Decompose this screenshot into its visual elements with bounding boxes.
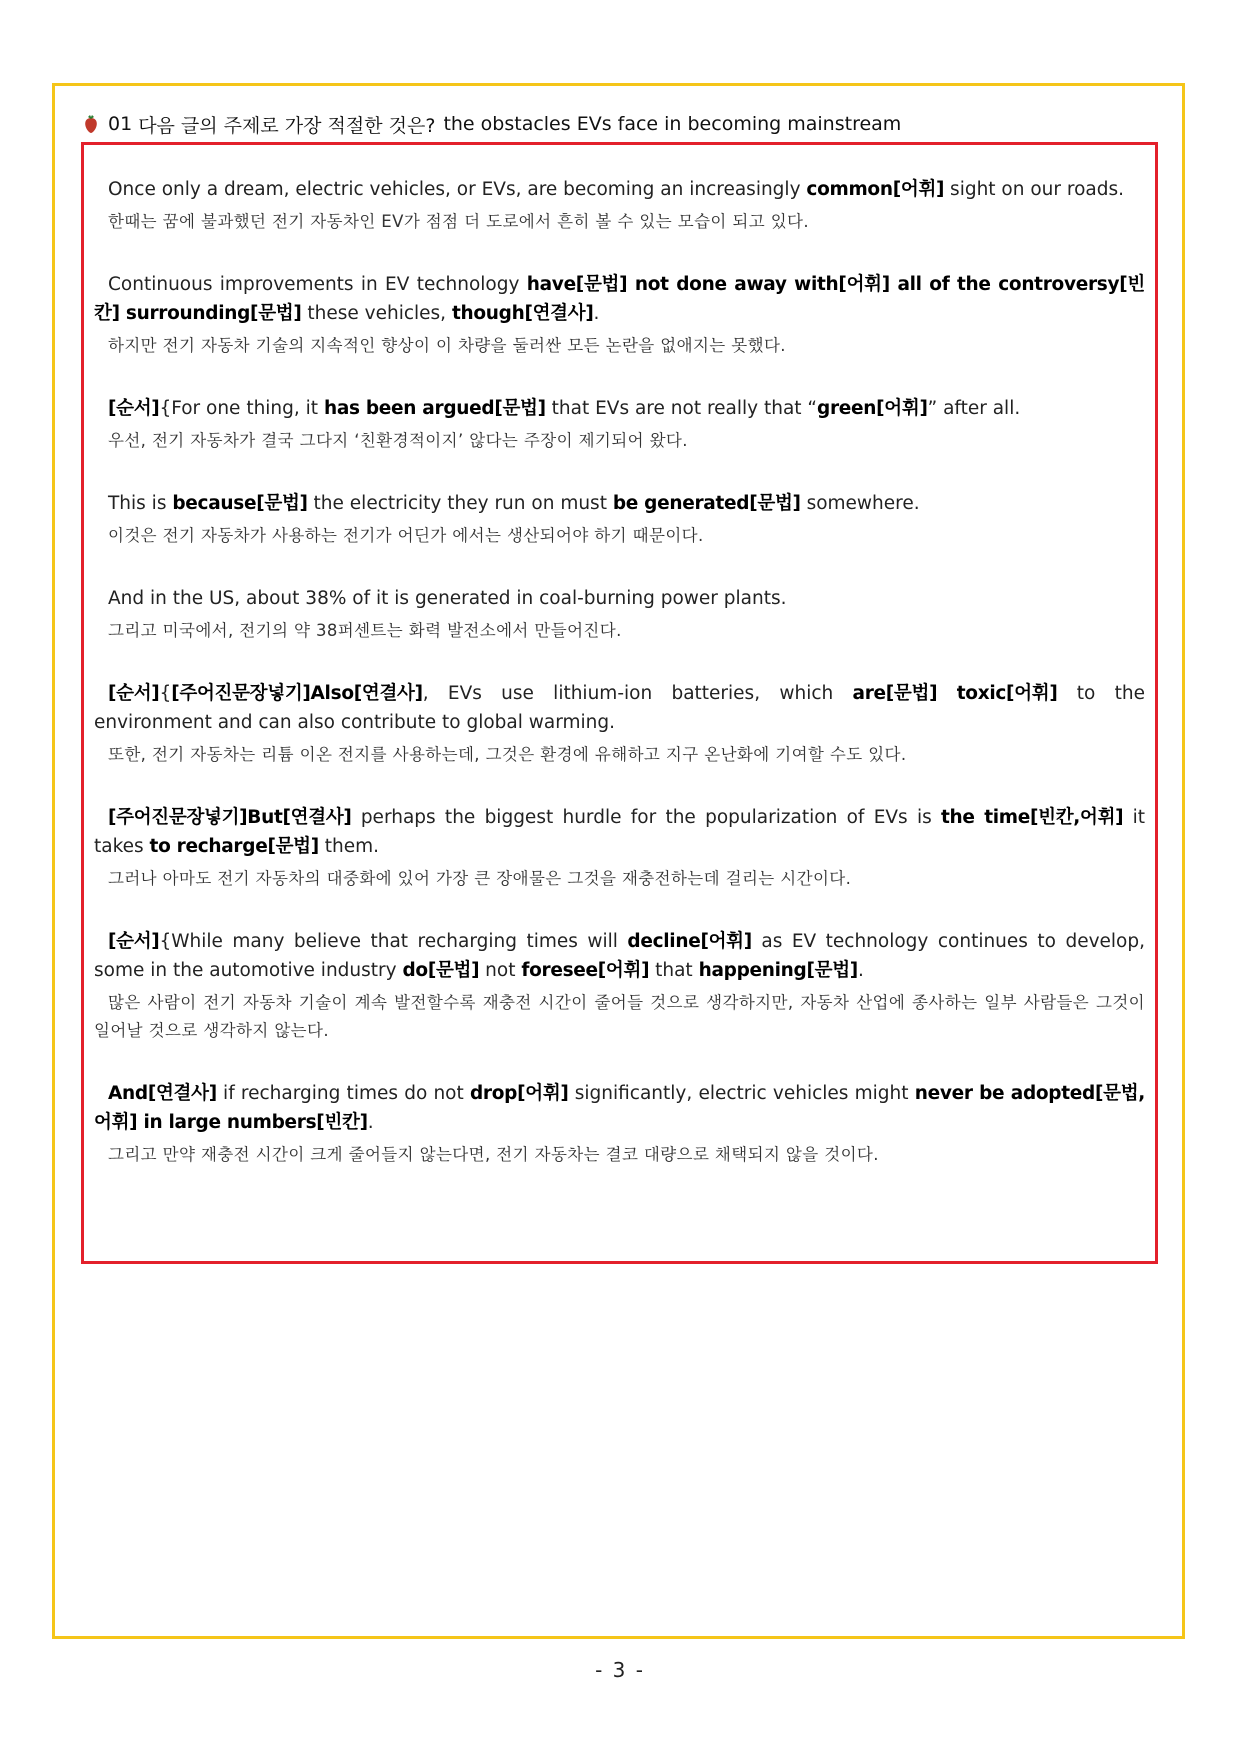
sentence-text: that EVs are not really that “ xyxy=(545,398,818,419)
marked-phrase: [순서] xyxy=(108,398,160,419)
english-sentence xyxy=(94,270,1145,328)
english-sentence xyxy=(94,927,1145,985)
sentence-block xyxy=(94,927,1145,1045)
sentence-text: these vehicles, xyxy=(301,303,452,324)
sentence-block xyxy=(94,394,1145,455)
passage-box xyxy=(81,142,1158,1264)
marked-phrase: [주어진문장넣기]Also[연결사] xyxy=(171,683,423,704)
marked-phrase: be generated[문법] xyxy=(612,493,801,514)
strawberry-bullet-icon xyxy=(84,114,98,134)
sentence-text: . xyxy=(857,960,864,981)
marked-phrase: foresee[어휘] xyxy=(521,960,650,981)
sentence-block xyxy=(94,489,1145,550)
sentence-text: somewhere. xyxy=(800,493,920,514)
sentence-text: This is xyxy=(108,493,173,514)
marked-phrase: never be adopted[문법,어휘] in large numbers[빈칸] xyxy=(94,1083,1145,1133)
english-sentence xyxy=(94,394,1145,423)
sentence-block xyxy=(94,803,1145,893)
marked-phrase: And[연결사] xyxy=(108,1083,217,1104)
sentence-text: {While many believe that recharging times will xyxy=(159,931,628,952)
marked-phrase: green[어휘] xyxy=(817,398,928,419)
sentence-text: Continuous improvements in EV technology xyxy=(108,274,527,295)
korean-translation: 그리고 만약 재충전 시간이 크게 줄어들지 않는다면, 전기 자동차는 결코 대량으로 채택되지 않을 것이다. xyxy=(108,1145,879,1164)
passage xyxy=(94,175,1145,1169)
sentence-text: , EVs use lithium-ion batteries, which xyxy=(422,683,853,704)
english-sentence xyxy=(94,489,1145,518)
marked-phrase: because[문법] xyxy=(172,493,308,514)
sentence-text: the electricity they run on must xyxy=(307,493,613,514)
sentence-text: them. xyxy=(318,836,380,857)
sentence-text: perhaps the biggest hurdle for the popularization of EVs is xyxy=(351,807,941,828)
marked-phrase: have[문법] not done away with[어휘] all of the controversy[빈칸] surrounding[문법] xyxy=(94,274,1145,324)
marked-phrase: drop[어휘] xyxy=(469,1083,569,1104)
sentence-text: {For one thing, it xyxy=(159,398,324,419)
marked-phrase: common[어휘] xyxy=(806,179,945,200)
korean-translation: 또한, 전기 자동차는 리튬 이온 전지를 사용하는데, 그것은 환경에 유해하고 지구 온난화에 기여할 수도 있다. xyxy=(108,745,907,764)
marked-phrase: the time[빈칸,어휘] xyxy=(941,807,1124,828)
sentence-block xyxy=(94,175,1145,236)
sentence-text: as EV technology continues to develop, some in the automotive industry xyxy=(94,931,1145,981)
page-number: - 3 - xyxy=(595,1658,645,1682)
question-header xyxy=(84,110,901,138)
english-sentence xyxy=(94,175,1145,204)
marked-phrase: to recharge[문법] xyxy=(149,836,319,857)
sentence-text: that xyxy=(649,960,699,981)
sentence-text: . xyxy=(367,1112,374,1133)
sentence-block xyxy=(94,584,1145,645)
korean-translation: 하지만 전기 자동차 기술의 지속적인 향상이 이 차량을 둘러싼 모든 논란을 없애지는 못했다. xyxy=(108,336,786,355)
question-answer: the obstacles EVs face in becoming mainstream xyxy=(443,113,902,135)
sentence-text: Once only a dream, electric vehicles, or EVs, are becoming an increasingly xyxy=(108,179,807,200)
sentence-text: { xyxy=(159,683,172,704)
sentence-text: ” after all. xyxy=(927,398,1021,419)
sentence-block xyxy=(94,1079,1145,1169)
marked-phrase: though[연결사] xyxy=(451,303,594,324)
korean-translation: 이것은 전기 자동차가 사용하는 전기가 어딘가 에서는 생산되어야 하기 때문이다. xyxy=(108,526,704,545)
sentence-text: sight on our roads. xyxy=(944,179,1125,200)
sentence-text: it takes xyxy=(94,807,1145,857)
marked-phrase: [순서] xyxy=(108,931,160,952)
marked-phrase: do[문법] xyxy=(402,960,480,981)
marked-phrase: [주어진문장넣기]But[연결사] xyxy=(108,807,352,828)
sentence-text: if recharging times do not xyxy=(216,1083,470,1104)
english-sentence xyxy=(94,679,1145,737)
marked-phrase: decline[어휘] xyxy=(627,931,752,952)
english-sentence xyxy=(94,584,1145,613)
korean-translation: 그리고 미국에서, 전기의 약 38퍼센트는 화력 발전소에서 만들어진다. xyxy=(108,621,622,640)
korean-translation: 많은 사람이 전기 자동차 기술이 계속 발전할수록 재충전 시간이 줄어들 것으로 생각하지만, 자동차 산업에 종사하는 일부 사람들은 그것이 일어날 것으로 생각하지 않는다. xyxy=(94,993,1145,1040)
marked-phrase: [순서] xyxy=(108,683,160,704)
korean-translation: 그러나 아마도 전기 자동차의 대중화에 있어 가장 큰 장애물은 그것을 재충전하는데 걸리는 시간이다. xyxy=(108,869,852,888)
sentence-text: significantly, electric vehicles might xyxy=(568,1083,915,1104)
sentence-text: to the environment and can also contribute to global warming. xyxy=(94,683,1145,733)
korean-translation: 우선, 전기 자동차가 결국 그다지 ‘친환경적이지’ 않다는 주장이 제기되어 왔다. xyxy=(108,431,688,450)
sentence-block xyxy=(94,270,1145,360)
question-number: 01 xyxy=(108,113,133,135)
marked-phrase: happening[문법] xyxy=(698,960,858,981)
sentence-text: And in the US, about 38% of it is generated in coal-burning power plants. xyxy=(108,588,787,609)
marked-phrase: has been argued[문법] xyxy=(323,398,546,419)
english-sentence xyxy=(94,1079,1145,1137)
sentence-block xyxy=(94,679,1145,769)
sentence-text: not xyxy=(479,960,522,981)
english-sentence xyxy=(94,803,1145,861)
sentence-text: . xyxy=(593,303,600,324)
question-prompt: 다음 글의 주제로 가장 적절한 것은? xyxy=(138,114,436,137)
korean-translation: 한때는 꿈에 불과했던 전기 자동차인 EV가 점점 더 도로에서 흔히 볼 수 있는 모습이 되고 있다. xyxy=(108,212,810,231)
marked-phrase: are[문법] toxic[어휘] xyxy=(852,683,1058,704)
